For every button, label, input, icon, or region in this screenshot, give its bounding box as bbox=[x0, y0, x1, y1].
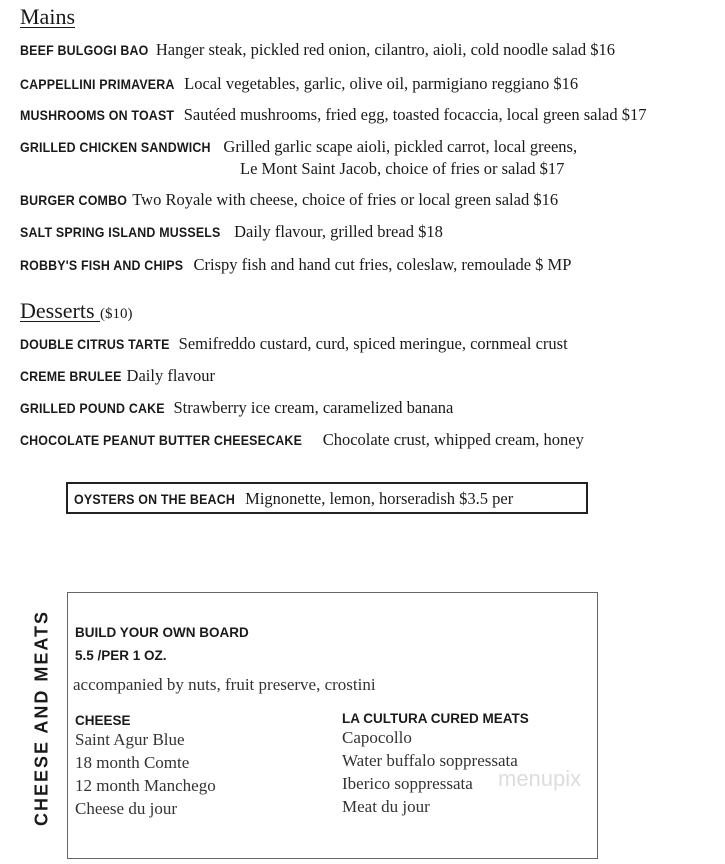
item-desc: Hanger steak, pickled red onion, cilantro, aioli, cold noodle salad $16 bbox=[155, 40, 615, 59]
item-name: OYSTERS ON THE BEACH bbox=[74, 492, 236, 507]
cheese-item: Cheese du jour bbox=[75, 799, 177, 818]
item-desc: Semifreddo custard, curd, spiced meringue, cornmeal crust bbox=[178, 334, 568, 353]
item-name: BEEF BULGOGI BAO bbox=[20, 43, 149, 58]
meats-title: LA CULTURA CURED MEATS bbox=[342, 711, 529, 726]
item-name: CREME BRULEE bbox=[20, 369, 122, 384]
board-box bbox=[67, 592, 598, 859]
desserts-title: Desserts bbox=[20, 298, 95, 323]
menu-item bbox=[20, 366, 215, 386]
menu-item bbox=[20, 105, 646, 125]
mains-heading: Mains bbox=[20, 4, 75, 29]
item-desc: Mignonette, lemon, horseradish $3.5 per bbox=[245, 489, 514, 508]
menu-item bbox=[20, 222, 443, 242]
oysters-box bbox=[66, 482, 588, 514]
item-name: CHOCOLATE PEANUT BUTTER CHEESECAKE bbox=[20, 433, 303, 448]
item-desc: Local vegetables, garlic, olive oil, parmigiano reggiano $16 bbox=[184, 74, 579, 93]
cheese-item: 12 month Manchego bbox=[75, 776, 216, 795]
menu-item bbox=[20, 74, 578, 94]
item-name: BURGER COMBO bbox=[20, 193, 128, 208]
cheese-column bbox=[75, 713, 216, 820]
menu-item bbox=[20, 398, 453, 418]
item-desc: Sautéed mushrooms, fried egg, toasted focaccia, local green salad $17 bbox=[183, 105, 647, 124]
item-name: MUSHROOMS ON TOAST bbox=[20, 108, 175, 123]
cheese-item: Saint Agur Blue bbox=[75, 730, 185, 749]
desserts-heading bbox=[20, 298, 133, 324]
meat-item: Iberico soppressata bbox=[342, 774, 473, 793]
item-name: DOUBLE CITRUS TARTE bbox=[20, 337, 170, 352]
meat-item: Meat du jour bbox=[342, 797, 430, 816]
board-side-title: CHEESE AND MEATS bbox=[31, 609, 52, 827]
menu-item bbox=[20, 40, 615, 60]
watermark: menupix bbox=[498, 766, 582, 791]
menu-item bbox=[20, 430, 584, 450]
item-desc: Daily flavour bbox=[126, 366, 215, 385]
meats-column bbox=[342, 711, 529, 818]
board-price: 5.5 /PER 1 OZ. bbox=[75, 648, 167, 663]
desserts-price: ($10) bbox=[100, 306, 133, 322]
item-name: ROBBY'S FISH AND CHIPS bbox=[20, 258, 184, 273]
item-desc: Crispy fish and hand cut fries, coleslaw, remoulade $ MP bbox=[193, 255, 572, 274]
meat-item: Water buffalo soppressata bbox=[342, 751, 518, 770]
menu-item bbox=[20, 334, 568, 354]
board-title: BUILD YOUR OWN BOARD bbox=[75, 625, 249, 640]
cheese-title: CHEESE bbox=[75, 713, 131, 728]
cheese-item: 18 month Comte bbox=[75, 753, 190, 772]
item-desc: Strawberry ice cream, caramelized banana bbox=[173, 398, 454, 417]
item-desc: Two Royale with cheese, choice of fries or local green salad $16 bbox=[132, 190, 559, 209]
item-name: CAPPELLINI PRIMAVERA bbox=[20, 77, 175, 92]
item-desc-continued: Le Mont Saint Jacob, choice of fries or salad $17 bbox=[240, 159, 565, 178]
item-name: GRILLED CHICKEN SANDWICH bbox=[20, 140, 211, 155]
board-note: accompanied by nuts, fruit preserve, crostini bbox=[73, 675, 376, 694]
menu-item bbox=[20, 137, 577, 157]
item-name: SALT SPRING ISLAND MUSSELS bbox=[20, 225, 221, 240]
item-desc: Chocolate crust, whipped cream, honey bbox=[322, 430, 584, 449]
item-name: GRILLED POUND CAKE bbox=[20, 401, 165, 416]
menu-item bbox=[20, 190, 558, 210]
item-desc: Grilled garlic scape aioli, pickled carrot, local greens, bbox=[223, 137, 578, 156]
menu-item bbox=[20, 255, 571, 275]
meat-item: Capocollo bbox=[342, 728, 412, 747]
item-desc: Daily flavour, grilled bread $18 bbox=[234, 222, 443, 241]
